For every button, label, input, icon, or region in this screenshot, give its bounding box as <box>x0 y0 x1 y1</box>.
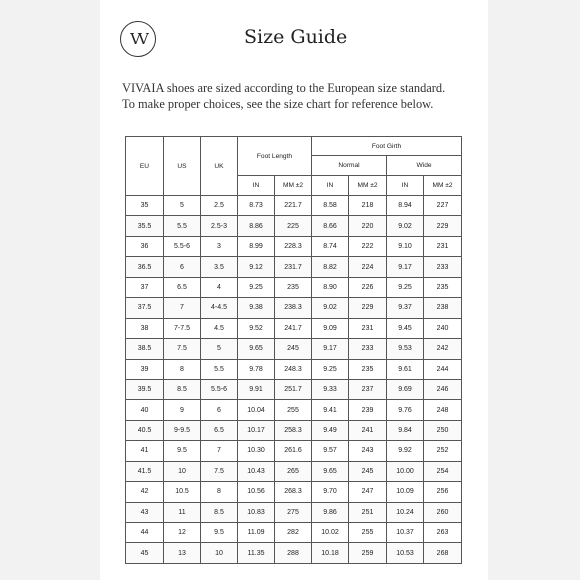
cell-wide-mm: 250 <box>424 420 462 440</box>
table-row <box>126 196 462 216</box>
cell-us: 9-9.5 <box>164 420 201 440</box>
cell-eu: 38 <box>126 318 164 338</box>
cell-wide-in: 9.53 <box>387 339 424 359</box>
cell-us: 5.5-6 <box>164 236 201 256</box>
cell-length-mm: 265 <box>275 461 312 481</box>
brand-logo: VV <box>120 21 156 57</box>
cell-length-in: 9.78 <box>238 359 275 379</box>
header-normal: Normal <box>312 156 387 176</box>
cell-uk: 6 <box>201 400 238 420</box>
cell-normal-mm: 235 <box>349 359 387 379</box>
cell-length-mm: 261.6 <box>275 441 312 461</box>
header-wide-in: IN <box>387 176 424 196</box>
cell-wide-in: 10.24 <box>387 502 424 522</box>
cell-us: 7 <box>164 298 201 318</box>
table-row <box>126 482 462 502</box>
cell-wide-mm: 254 <box>424 461 462 481</box>
table-row <box>126 257 462 277</box>
header-eu: EU <box>126 137 164 196</box>
cell-normal-in: 9.70 <box>312 482 349 502</box>
cell-wide-mm: 240 <box>424 318 462 338</box>
cell-normal-mm: 255 <box>349 523 387 543</box>
cell-us: 8.5 <box>164 379 201 399</box>
cell-length-mm: 225 <box>275 216 312 236</box>
table-row <box>126 523 462 543</box>
cell-length-in: 9.91 <box>238 379 275 399</box>
table-row <box>126 461 462 481</box>
cell-wide-in: 9.02 <box>387 216 424 236</box>
cell-wide-mm: 268 <box>424 543 462 564</box>
cell-eu: 35.5 <box>126 216 164 236</box>
cell-wide-in: 8.94 <box>387 196 424 216</box>
table-row <box>126 359 462 379</box>
cell-length-in: 10.17 <box>238 420 275 440</box>
header-wide: Wide <box>387 156 462 176</box>
table-row <box>126 400 462 420</box>
cell-length-mm: 238.3 <box>275 298 312 318</box>
cell-length-mm: 258.3 <box>275 420 312 440</box>
cell-eu: 37.5 <box>126 298 164 318</box>
cell-normal-in: 9.25 <box>312 359 349 379</box>
cell-normal-mm: 247 <box>349 482 387 502</box>
cell-eu: 41.5 <box>126 461 164 481</box>
cell-length-mm: 241.7 <box>275 318 312 338</box>
cell-normal-mm: 251 <box>349 502 387 522</box>
cell-normal-in: 8.82 <box>312 257 349 277</box>
table-row <box>126 236 462 256</box>
cell-length-in: 8.73 <box>238 196 275 216</box>
cell-us: 12 <box>164 523 201 543</box>
table-row <box>126 298 462 318</box>
cell-length-mm: 268.3 <box>275 482 312 502</box>
cell-uk: 4-4.5 <box>201 298 238 318</box>
cell-wide-in: 10.37 <box>387 523 424 543</box>
cell-uk: 4 <box>201 277 238 297</box>
cell-length-in: 8.99 <box>238 236 275 256</box>
cell-wide-mm: 231 <box>424 236 462 256</box>
cell-wide-mm: 263 <box>424 523 462 543</box>
cell-wide-mm: 244 <box>424 359 462 379</box>
cell-normal-in: 9.09 <box>312 318 349 338</box>
cell-wide-mm: 256 <box>424 482 462 502</box>
cell-wide-mm: 233 <box>424 257 462 277</box>
cell-us: 10.5 <box>164 482 201 502</box>
cell-normal-mm: 224 <box>349 257 387 277</box>
cell-wide-in: 9.84 <box>387 420 424 440</box>
intro-line-2: To make proper choices, see the size chart for reference below. <box>122 97 434 111</box>
cell-wide-in: 9.69 <box>387 379 424 399</box>
cell-wide-in: 9.37 <box>387 298 424 318</box>
cell-normal-in: 9.41 <box>312 400 349 420</box>
cell-length-mm: 228.3 <box>275 236 312 256</box>
cell-length-in: 8.86 <box>238 216 275 236</box>
header-normal-mm: MM ±2 <box>349 176 387 196</box>
cell-normal-mm: 233 <box>349 339 387 359</box>
table-row <box>126 379 462 399</box>
cell-us: 7-7.5 <box>164 318 201 338</box>
cell-normal-in: 9.33 <box>312 379 349 399</box>
page-title: Size Guide <box>244 26 348 48</box>
cell-wide-in: 9.25 <box>387 277 424 297</box>
cell-length-in: 9.38 <box>238 298 275 318</box>
table-row <box>126 441 462 461</box>
cell-normal-mm: 226 <box>349 277 387 297</box>
cell-normal-mm: 218 <box>349 196 387 216</box>
cell-us: 5.5 <box>164 216 201 236</box>
cell-uk: 5.5 <box>201 359 238 379</box>
cell-eu: 38.5 <box>126 339 164 359</box>
cell-uk: 3.5 <box>201 257 238 277</box>
cell-us: 13 <box>164 543 201 564</box>
cell-normal-in: 10.02 <box>312 523 349 543</box>
cell-wide-mm: 238 <box>424 298 462 318</box>
cell-wide-in: 10.53 <box>387 543 424 564</box>
cell-normal-in: 9.17 <box>312 339 349 359</box>
header-length-in: IN <box>238 176 275 196</box>
cell-us: 9.5 <box>164 441 201 461</box>
cell-eu: 37 <box>126 277 164 297</box>
cell-length-in: 10.30 <box>238 441 275 461</box>
cell-uk: 4.5 <box>201 318 238 338</box>
cell-uk: 10 <box>201 543 238 564</box>
cell-uk: 8.5 <box>201 502 238 522</box>
cell-length-mm: 245 <box>275 339 312 359</box>
cell-length-mm: 275 <box>275 502 312 522</box>
cell-wide-in: 9.92 <box>387 441 424 461</box>
cell-normal-in: 9.57 <box>312 441 349 461</box>
cell-wide-in: 9.76 <box>387 400 424 420</box>
cell-wide-mm: 242 <box>424 339 462 359</box>
cell-wide-mm: 248 <box>424 400 462 420</box>
cell-length-mm: 248.3 <box>275 359 312 379</box>
header-foot-girth: Foot Girth <box>312 137 462 156</box>
cell-normal-mm: 229 <box>349 298 387 318</box>
cell-length-in: 9.25 <box>238 277 275 297</box>
table-row <box>126 502 462 522</box>
cell-normal-in: 9.86 <box>312 502 349 522</box>
cell-uk: 2.5-3 <box>201 216 238 236</box>
cell-uk: 2.5 <box>201 196 238 216</box>
header-normal-in: IN <box>312 176 349 196</box>
cell-us: 5 <box>164 196 201 216</box>
cell-us: 9 <box>164 400 201 420</box>
cell-wide-in: 10.00 <box>387 461 424 481</box>
cell-length-in: 11.09 <box>238 523 275 543</box>
table-row <box>126 420 462 440</box>
cell-us: 6 <box>164 257 201 277</box>
cell-normal-mm: 239 <box>349 400 387 420</box>
cell-wide-in: 9.17 <box>387 257 424 277</box>
cell-length-mm: 221.7 <box>275 196 312 216</box>
cell-length-in: 10.83 <box>238 502 275 522</box>
cell-normal-mm: 245 <box>349 461 387 481</box>
cell-eu: 40.5 <box>126 420 164 440</box>
cell-length-mm: 288 <box>275 543 312 564</box>
cell-length-mm: 231.7 <box>275 257 312 277</box>
cell-wide-in: 9.61 <box>387 359 424 379</box>
cell-uk: 8 <box>201 482 238 502</box>
header-length-mm: MM ±2 <box>275 176 312 196</box>
cell-normal-in: 9.49 <box>312 420 349 440</box>
intro-text <box>122 80 472 112</box>
size-chart-table <box>125 136 462 564</box>
cell-normal-in: 8.74 <box>312 236 349 256</box>
cell-wide-mm: 246 <box>424 379 462 399</box>
cell-normal-mm: 237 <box>349 379 387 399</box>
cell-uk: 6.5 <box>201 420 238 440</box>
cell-us: 11 <box>164 502 201 522</box>
cell-us: 8 <box>164 359 201 379</box>
cell-us: 7.5 <box>164 339 201 359</box>
cell-normal-mm: 231 <box>349 318 387 338</box>
cell-normal-in: 9.65 <box>312 461 349 481</box>
table-row <box>126 543 462 564</box>
intro-line-1: VIVAIA shoes are sized according to the European size standard. <box>122 81 446 95</box>
header-us: US <box>164 137 201 196</box>
table-row <box>126 277 462 297</box>
cell-wide-mm: 227 <box>424 196 462 216</box>
table-row <box>126 216 462 236</box>
cell-length-in: 11.35 <box>238 543 275 564</box>
cell-normal-mm: 243 <box>349 441 387 461</box>
cell-uk: 7 <box>201 441 238 461</box>
cell-eu: 35 <box>126 196 164 216</box>
cell-wide-in: 9.45 <box>387 318 424 338</box>
cell-normal-in: 9.02 <box>312 298 349 318</box>
cell-uk: 5.5-6 <box>201 379 238 399</box>
cell-wide-in: 9.10 <box>387 236 424 256</box>
cell-eu: 39 <box>126 359 164 379</box>
cell-normal-mm: 241 <box>349 420 387 440</box>
cell-uk: 9.5 <box>201 523 238 543</box>
cell-normal-mm: 222 <box>349 236 387 256</box>
cell-uk: 5 <box>201 339 238 359</box>
header-foot-length: Foot Length <box>238 137 312 176</box>
cell-wide-in: 10.09 <box>387 482 424 502</box>
cell-eu: 36 <box>126 236 164 256</box>
cell-us: 6.5 <box>164 277 201 297</box>
cell-normal-in: 8.90 <box>312 277 349 297</box>
header-uk: UK <box>201 137 238 196</box>
cell-wide-mm: 260 <box>424 502 462 522</box>
size-chart-body <box>126 196 462 564</box>
cell-length-mm: 251.7 <box>275 379 312 399</box>
cell-length-mm: 235 <box>275 277 312 297</box>
cell-wide-mm: 229 <box>424 216 462 236</box>
cell-length-in: 9.52 <box>238 318 275 338</box>
cell-normal-in: 8.58 <box>312 196 349 216</box>
cell-length-in: 10.43 <box>238 461 275 481</box>
cell-eu: 43 <box>126 502 164 522</box>
cell-length-in: 10.56 <box>238 482 275 502</box>
header-wide-mm: MM ±2 <box>424 176 462 196</box>
cell-length-in: 9.12 <box>238 257 275 277</box>
cell-wide-mm: 235 <box>424 277 462 297</box>
cell-wide-mm: 252 <box>424 441 462 461</box>
table-row <box>126 318 462 338</box>
cell-uk: 7.5 <box>201 461 238 481</box>
cell-normal-mm: 259 <box>349 543 387 564</box>
cell-normal-mm: 220 <box>349 216 387 236</box>
cell-uk: 3 <box>201 236 238 256</box>
cell-eu: 44 <box>126 523 164 543</box>
table-row <box>126 339 462 359</box>
cell-eu: 40 <box>126 400 164 420</box>
cell-eu: 39.5 <box>126 379 164 399</box>
cell-eu: 45 <box>126 543 164 564</box>
cell-eu: 36.5 <box>126 257 164 277</box>
cell-eu: 41 <box>126 441 164 461</box>
cell-length-in: 9.65 <box>238 339 275 359</box>
cell-normal-in: 10.18 <box>312 543 349 564</box>
cell-us: 10 <box>164 461 201 481</box>
cell-length-in: 10.04 <box>238 400 275 420</box>
cell-length-mm: 282 <box>275 523 312 543</box>
cell-eu: 42 <box>126 482 164 502</box>
cell-length-mm: 255 <box>275 400 312 420</box>
cell-normal-in: 8.66 <box>312 216 349 236</box>
